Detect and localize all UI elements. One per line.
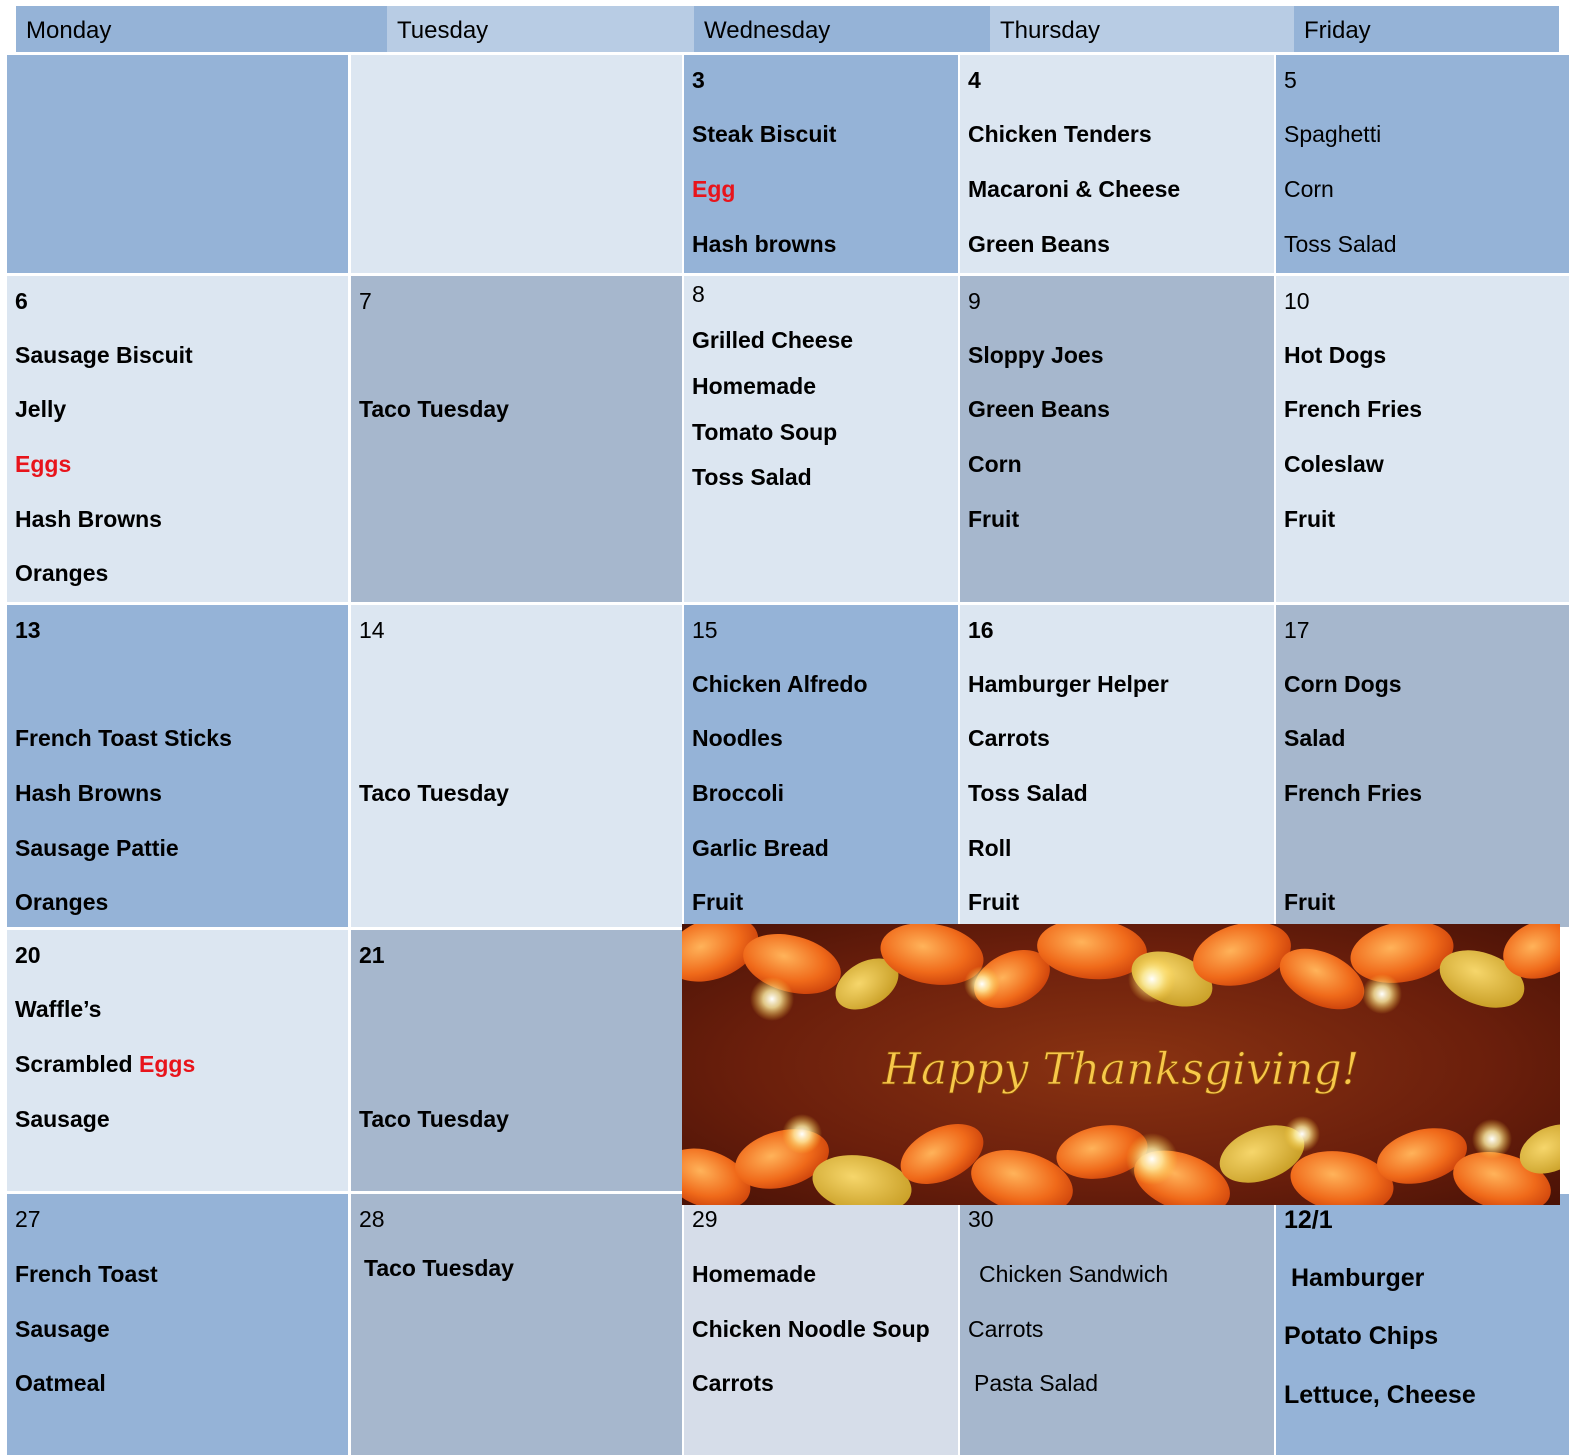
menu-item: Sloppy Joes <box>968 342 1104 368</box>
day-number: 3 <box>692 67 705 93</box>
header-wednesday: Wednesday <box>694 6 992 52</box>
menu-item: Carrots <box>692 1370 774 1396</box>
menu-item: Jelly <box>15 396 67 422</box>
day-number: 20 <box>15 942 41 968</box>
menu-item: Corn Dogs <box>1284 671 1402 697</box>
menu-item: Waffle’s <box>15 996 102 1022</box>
cell-week3-wednesday <box>684 605 958 927</box>
cell-week5-friday <box>1276 1194 1569 1455</box>
day-number: 13 <box>15 617 41 643</box>
menu-item: French Toast Sticks <box>15 725 232 751</box>
day-number: 29 <box>692 1206 718 1232</box>
day-number: 16 <box>968 617 994 643</box>
autumn-leaves-image <box>682 924 1560 1205</box>
menu-item: Chicken Sandwich <box>979 1261 1169 1287</box>
menu-item: Sausage <box>15 1316 110 1342</box>
day-number: 14 <box>359 617 385 643</box>
menu-item: Coleslaw <box>1284 451 1384 477</box>
cell-week4-monday <box>7 930 348 1191</box>
cell-week3-thursday <box>960 605 1274 927</box>
menu-item: Oranges <box>15 560 109 586</box>
cell-week2-thursday <box>960 276 1274 602</box>
menu-item: Pasta Salad <box>974 1370 1099 1396</box>
menu-item: Oatmeal <box>15 1370 106 1396</box>
banner-title: Happy Thanksgiving! <box>882 1044 1360 1095</box>
header-thursday: Thursday <box>990 6 1296 52</box>
day-number: 17 <box>1284 617 1310 643</box>
day-number: 8 <box>692 281 705 307</box>
menu-item: Hash Browns <box>15 506 162 532</box>
menu-item: Taco Tuesday <box>359 780 509 806</box>
menu-item: Noodles <box>692 725 783 751</box>
menu-item: Sausage Pattie <box>15 835 179 861</box>
menu-item: Tomato Soup <box>692 419 838 445</box>
menu-item: French Fries <box>1284 780 1423 806</box>
menu-item: Fruit <box>1284 506 1336 532</box>
cell-week1-tuesday <box>351 55 682 273</box>
header-friday: Friday <box>1294 6 1559 52</box>
day-number: 15 <box>692 617 718 643</box>
menu-item: Roll <box>968 835 1012 861</box>
day-number: 4 <box>968 67 981 93</box>
menu-item: Eggs <box>15 451 72 477</box>
cell-week5-tuesday <box>351 1194 682 1455</box>
menu-item: Hash Browns <box>15 780 162 806</box>
menu-item: Chicken Noodle Soup <box>692 1316 930 1342</box>
menu-item: Carrots <box>968 725 1050 751</box>
cell-week1-wednesday <box>684 55 958 273</box>
menu-item-highlight: Eggs <box>139 1051 196 1077</box>
menu-item: Broccoli <box>692 780 785 806</box>
menu-item: Taco Tuesday <box>359 1106 509 1132</box>
menu-item: Fruit <box>968 889 1020 915</box>
menu-item: Taco Tuesday <box>364 1255 514 1281</box>
menu-item: Green Beans <box>968 396 1110 422</box>
menu-item: Chicken Tenders <box>968 121 1152 147</box>
day-number: 7 <box>359 288 372 314</box>
menu-item: Salad <box>1284 725 1346 751</box>
day-number: 21 <box>359 942 385 968</box>
cell-week2-monday <box>7 276 348 602</box>
menu-item: Sausage <box>15 1106 110 1132</box>
menu-item: French Fries <box>1284 396 1423 422</box>
day-number: 27 <box>15 1206 41 1232</box>
cell-week5-monday <box>7 1194 348 1455</box>
cell-week3-monday <box>7 605 348 927</box>
menu-item: Homemade <box>692 1261 816 1287</box>
menu-item: Oranges <box>15 889 109 915</box>
cell-week1-monday <box>7 55 348 273</box>
menu-item: Lettuce, Cheese <box>1284 1381 1476 1409</box>
menu-item: French Toast <box>15 1261 158 1287</box>
menu-item <box>15 1051 195 1078</box>
cell-week2-friday <box>1276 276 1569 602</box>
cell-week1-thursday <box>960 55 1274 273</box>
menu-item: Hamburger <box>1291 1264 1425 1292</box>
menu-item: Chicken Alfredo <box>692 671 868 697</box>
menu-item: Green Beans <box>968 231 1110 257</box>
menu-item: Corn <box>1284 176 1334 202</box>
menu-item: Corn <box>968 451 1022 477</box>
menu-item: Potato Chips <box>1284 1322 1439 1350</box>
cell-week4-tuesday <box>351 930 682 1191</box>
thanksgiving-banner <box>682 924 1560 1205</box>
menu-item: Carrots <box>968 1316 1044 1342</box>
day-number: 9 <box>968 288 981 314</box>
menu-item: Toss Salad <box>968 780 1088 806</box>
day-number: 30 <box>968 1206 994 1232</box>
menu-item-text: Scrambled <box>15 1051 139 1077</box>
menu-item: Fruit <box>692 889 744 915</box>
menu-item: Hamburger Helper <box>968 671 1169 697</box>
cell-week2-tuesday <box>351 276 682 602</box>
cell-week3-friday <box>1276 605 1569 927</box>
menu-item: Toss Salad <box>692 464 812 490</box>
menu-item: Macaroni & Cheese <box>968 176 1181 202</box>
menu-item: Steak Biscuit <box>692 121 837 147</box>
day-number: 5 <box>1284 67 1297 93</box>
day-number: 28 <box>359 1206 385 1232</box>
menu-item: Spaghetti <box>1284 121 1382 147</box>
cell-week2-wednesday <box>684 276 958 602</box>
day-number: 6 <box>15 288 28 314</box>
menu-item: Hot Dogs <box>1284 342 1387 368</box>
day-number: 10 <box>1284 288 1310 314</box>
menu-item: Hash browns <box>692 231 837 257</box>
menu-item: Taco Tuesday <box>359 396 509 422</box>
cell-week5-thursday <box>960 1194 1274 1455</box>
cell-week1-friday <box>1276 55 1569 273</box>
menu-item: Homemade <box>692 373 816 399</box>
menu-item: Fruit <box>1284 889 1336 915</box>
day-number: 12/1 <box>1284 1206 1333 1234</box>
menu-item: Grilled Cheese <box>692 327 854 353</box>
menu-item: Garlic Bread <box>692 835 829 861</box>
header-tuesday: Tuesday <box>387 6 696 52</box>
menu-item: Toss Salad <box>1284 231 1397 257</box>
header-monday: Monday <box>16 6 389 52</box>
cell-week3-tuesday <box>351 605 682 927</box>
cell-week5-wednesday <box>684 1194 958 1455</box>
menu-item: Fruit <box>968 506 1020 532</box>
menu-item: Egg <box>692 176 736 202</box>
menu-item: Sausage Biscuit <box>15 342 193 368</box>
